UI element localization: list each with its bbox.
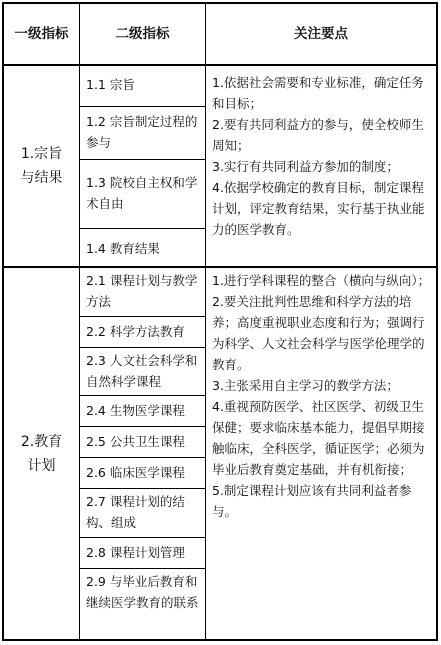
section2-level1 (4, 268, 79, 639)
section2-point-5: 5.制定课程计划应该有共同利益者参与。 (212, 483, 412, 519)
section2-title: 2.教育计划 (20, 433, 63, 474)
section2-item-2: 2.2 科学方法教育 (86, 324, 185, 339)
section1-item-3: 1.3 院校自主权和学术自由 (86, 175, 198, 211)
section2-item-3: 2.3 人文社会科学和自然科学课程 (86, 353, 198, 389)
section2-item-9: 2.9 与毕业后教育和继续医学教育的联系 (86, 574, 199, 610)
header-level2: 二级指标 (115, 25, 170, 42)
section2-item-5: 2.5 公共卫生课程 (86, 434, 185, 449)
section1-point-3: 3.实行有共同利益方参加的制度； (212, 159, 399, 174)
section1-item-4: 1.4 教育结果 (86, 241, 160, 256)
indicator-table (2, 2, 438, 641)
section1-level1 (4, 66, 79, 266)
header-focus: 关注要点 (294, 25, 348, 42)
section2-item-1: 2.1 课程计划与教学方法 (86, 273, 198, 309)
header-level1: 一级指标 (14, 25, 69, 42)
section2-item-6: 2.6 临床医学课程 (86, 465, 185, 480)
section1-item-2: 1.2 宗旨制定过程的参与 (86, 114, 198, 150)
section2-point-3: 3.主张采用自主学习的教学方法； (212, 378, 399, 393)
section1-point-4: 4.依据学校确定的教育目标，制定课程计划，评定教育结果，实行基于执业能力的医学教育。 (212, 180, 425, 237)
section1-points (206, 66, 436, 266)
section2-point-1: 1.进行学科课程的整合（横向与纵向）； (212, 273, 431, 288)
section1-item-1: 1.1 宗旨 (86, 77, 135, 92)
section2-points (206, 268, 436, 639)
section1-title: 1.宗旨与结果 (20, 146, 63, 186)
section1-point-1: 1.依据社会需要和专业标准，确定任务和目标； (212, 75, 424, 111)
section2-item-7: 2.7 课程计划的结构、组成 (86, 494, 185, 530)
section2-item-8: 2.8 课程计划管理 (86, 545, 185, 560)
section1-point-2: 2.要有共同利益方的参与，使全校师生周知； (212, 117, 424, 153)
section2-item-4: 2.4 生物医学课程 (86, 403, 185, 418)
section2-point-2: 2.要关注批判性思维和科学方法的培养；高度重视职业态度和行为；强调行为科学、人文社会科学与医学伦理学的教育。 (212, 294, 425, 372)
section2-point-4: 4.重视预防医学、社区医学、初级卫生保健；要求临床基本能力，提倡早期接触临床，全科医学，循证医学；必须为毕业后教育奠定基础，并有机衔接； (212, 399, 425, 477)
